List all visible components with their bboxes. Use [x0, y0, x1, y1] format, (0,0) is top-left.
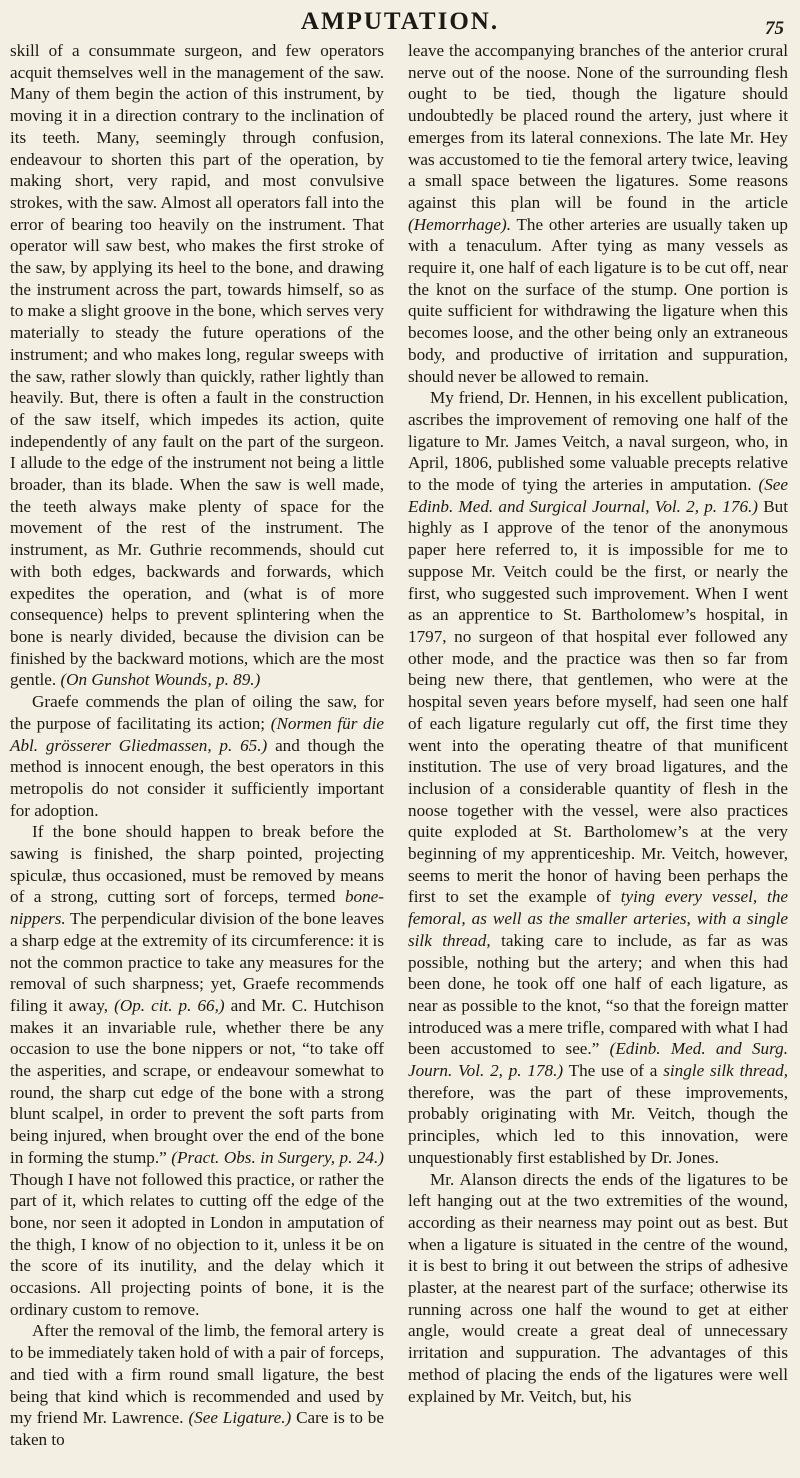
text-run: My friend, Dr. Hennen, in his excellent publication, ascribes the improvement of removing one half of the ligature to Mr. James Veitch, a naval surgeon, who, in April, 1806, published some valuable precepts relative to the mode of tying the arteries in amputation.: [408, 388, 788, 495]
text-run: leave the accompanying branches of the anterior crural nerve out of the noose. None of the surrounding flesh ought to be tied, though the ligature should undoubtedly be placed round the artery, just where it emerges from its lateral connexions. The late Mr. Hey was accustomed to tie the femoral artery twice, leaving a small space between the ligatures. Some reasons against this plan will be found in the article: [408, 41, 788, 212]
paragraph: [10, 1320, 384, 1450]
text-run: Care is to be taken to: [10, 1408, 384, 1449]
emphasis: single silk thread,: [663, 1061, 788, 1081]
text-run: If the bone should happen to break before the sawing is finished, the sharp pointed, projecting spiculæ, thus occasioned, must be removed by means of a strong, cutting sort of forceps, termed: [10, 822, 384, 907]
text-run: Graefe commends the plan of oiling the saw, for the purpose of facilitating its action;: [10, 692, 384, 733]
citation: (See Ligature.): [188, 1408, 292, 1428]
text-run: and Mr. C. Hutchison makes it an invariable rule, whether there be any occasion to use the bone nippers or not, “to take off the asperities, and scrape, or endeavour somewhat to round, the sharp cut edge of the bone with a strong blunt scalpel, in order to prevent the soft parts from being injured, when brought over the end of the bone in forming the stump.”: [10, 995, 384, 1167]
text-run: But highly as I approve of the tenor of the anonymous paper here referred to, it is impossible for me to suppose Mr. Veitch could be the first, or nearly the first, who suggested such improvement. When I went as an apprentice to St. Bartholomew’s hospital, in 1797, no surgeon of that hospital ever followed any other mode, and the practice was then so far from being new there, that gentlemen, who were at the hospital seven years before myself, had seen one half of each ligature regularly cut off, the first time they went into the operating theatre of that munificent institution. The use of very broad ligatures, and the inclusion of a considerable quantity of flesh in the noose together with the vessel, were also practices quite exploded at St. Bartholomew’s at the very beginning of my apprenticeship. Mr. Veitch, however, seems to merit the honor of having been perhaps the first to set the example of: [408, 496, 788, 907]
text-run: and though the method is innocent enough, the best operators in this metropolis do not consider it sufficiently important for adoption.: [10, 735, 385, 820]
running-header: [0, 6, 800, 40]
text-run: The perpendicular division of the bone leaves a sharp edge at the extremity of its circumference: it is not the common practice to take any measures for the removal of such sharpness; yet, Graefe recommends filing it away,: [10, 909, 384, 1015]
text-run: The use of a: [568, 1061, 658, 1081]
citation: (See Edinb. Med. and Surgical Journal, Vol. 2, p. 176.): [408, 475, 788, 516]
paragraph: [408, 1169, 788, 1408]
paragraph: [408, 387, 788, 1168]
page-number: 75: [765, 18, 784, 39]
left-column: [10, 40, 384, 1451]
paragraph: [10, 691, 384, 821]
citation: (Normen für die Abl. grösserer Gliedmassen, p. 65.): [10, 713, 384, 755]
citation: (Edinb. Med. and Surg. Journ. Vol. 2, p. 178.): [408, 1039, 788, 1081]
right-column: [408, 40, 788, 1407]
citation: (Pract. Obs. in Surgery, p. 24.): [171, 1147, 384, 1167]
citation: (Op. cit. p. 66,): [114, 995, 225, 1015]
text-run: therefore, was the part of these improvements, probably originating with Mr. Veitch, though the principles, which led to this innovation, were unquestionably first established by Dr. Jones.: [408, 1082, 788, 1167]
text-run: The other arteries are usually taken up with a tenaculum. After tying as many vessels as require it, one half of each ligature is to be cut off, near the knot on the surface of the stump. One portion is quite sufficient for withdrawing the ligature when this becomes loose, and the other being only an extraneous body, and productive of irritation and suppuration, should never be allowed to remain.: [408, 214, 788, 386]
emphasis: tying every vessel, the femoral, as well as the smaller arteries, with a single silk thread,: [408, 887, 788, 950]
text-run: taking care to include, as far as was possible, nothing but the artery; and when this had been done, he took off one half of each ligature, as near as possible to the knot, “so that the foreign matter introduced was a mere trifle, compared with what I had been accustomed to see.”: [408, 930, 788, 1059]
text-run: skill of a consummate surgeon, and few operators acquit themselves well in the management of the saw. Many of them begin the action of this instrument, by moving it in a direction contrary to the inclination of its teeth. Many, seemingly through confusion, endeavour to shorten this part of the operation, by making short, very rapid, and most convulsive strokes, with the saw. Almost all operators fall into the error of bearing too heavily on the instrument. That operator will saw best, who makes the first stroke of the saw, by applying its heel to the bone, and drawing the instrument across the part, towards himself, so as to make a slight groove in the bone, which serves very materially to steady the future operations of the instrument; and who makes long, regular sweeps with the saw, rather slowly than quickly, rather lightly than heavily. But, there is often a fault in the construction of the saw itself, which impedes its action, quite independently of any fault on the part of the surgeon. I allude to the edge of the instrument not being a little broader, than its blade. When the saw is well made, the teeth always make plenty of space for the movement of the rest of the instrument. The instrument, as Mr. Guthrie recommends, should cut with both edges, backwards and forwards, which expedites the operation, and (what is of more consequence) helps to prevent splintering when the bone is nearly divided, because the division can be finished by the backward motions, which are the most gentle.: [10, 41, 384, 690]
paragraph: [408, 40, 788, 387]
text-run: After the removal of the limb, the femoral artery is to be immediately taken hold of with a pair of forceps, and tied with a firm round small ligature, the best being that kind which is recommended and used by my friend Mr. Lawrence.: [10, 1321, 384, 1428]
citation: (Hemorrhage).: [408, 214, 511, 234]
citation: (On Gunshot Wounds, p. 89.): [60, 670, 261, 690]
paragraph: [10, 821, 384, 1320]
text-run: Mr. Alanson directs the ends of the ligatures to be left hanging out at the two extremities of the wound, according as their nearness may point out as best. But when a ligature is situated in the centre of the wound, it is best to bring it out between the strips of adhesive plaster, at the nearest part of the surface; otherwise its running across one half the wound to get at either angle, would create a great deal of unnecessary irritation and suppuration. The advantages of this method of placing the ends of the ligatures were well explained by Mr. Veitch, but, his: [408, 1169, 788, 1406]
paragraph: [10, 40, 384, 691]
text-run: Though I have not followed this practice, or rather the part of it, which relates to cutting off the edge of the bone, nor seen it adopted in London in amputation of the thigh, I know of no objection to it, unless it be on the score of its inutility, and the delay which it occasions. All projecting points of bone, it is the ordinary custom to remove.: [10, 1169, 384, 1319]
term: bone-nippers.: [10, 887, 384, 929]
page-title: AMPUTATION.: [300, 8, 500, 35]
